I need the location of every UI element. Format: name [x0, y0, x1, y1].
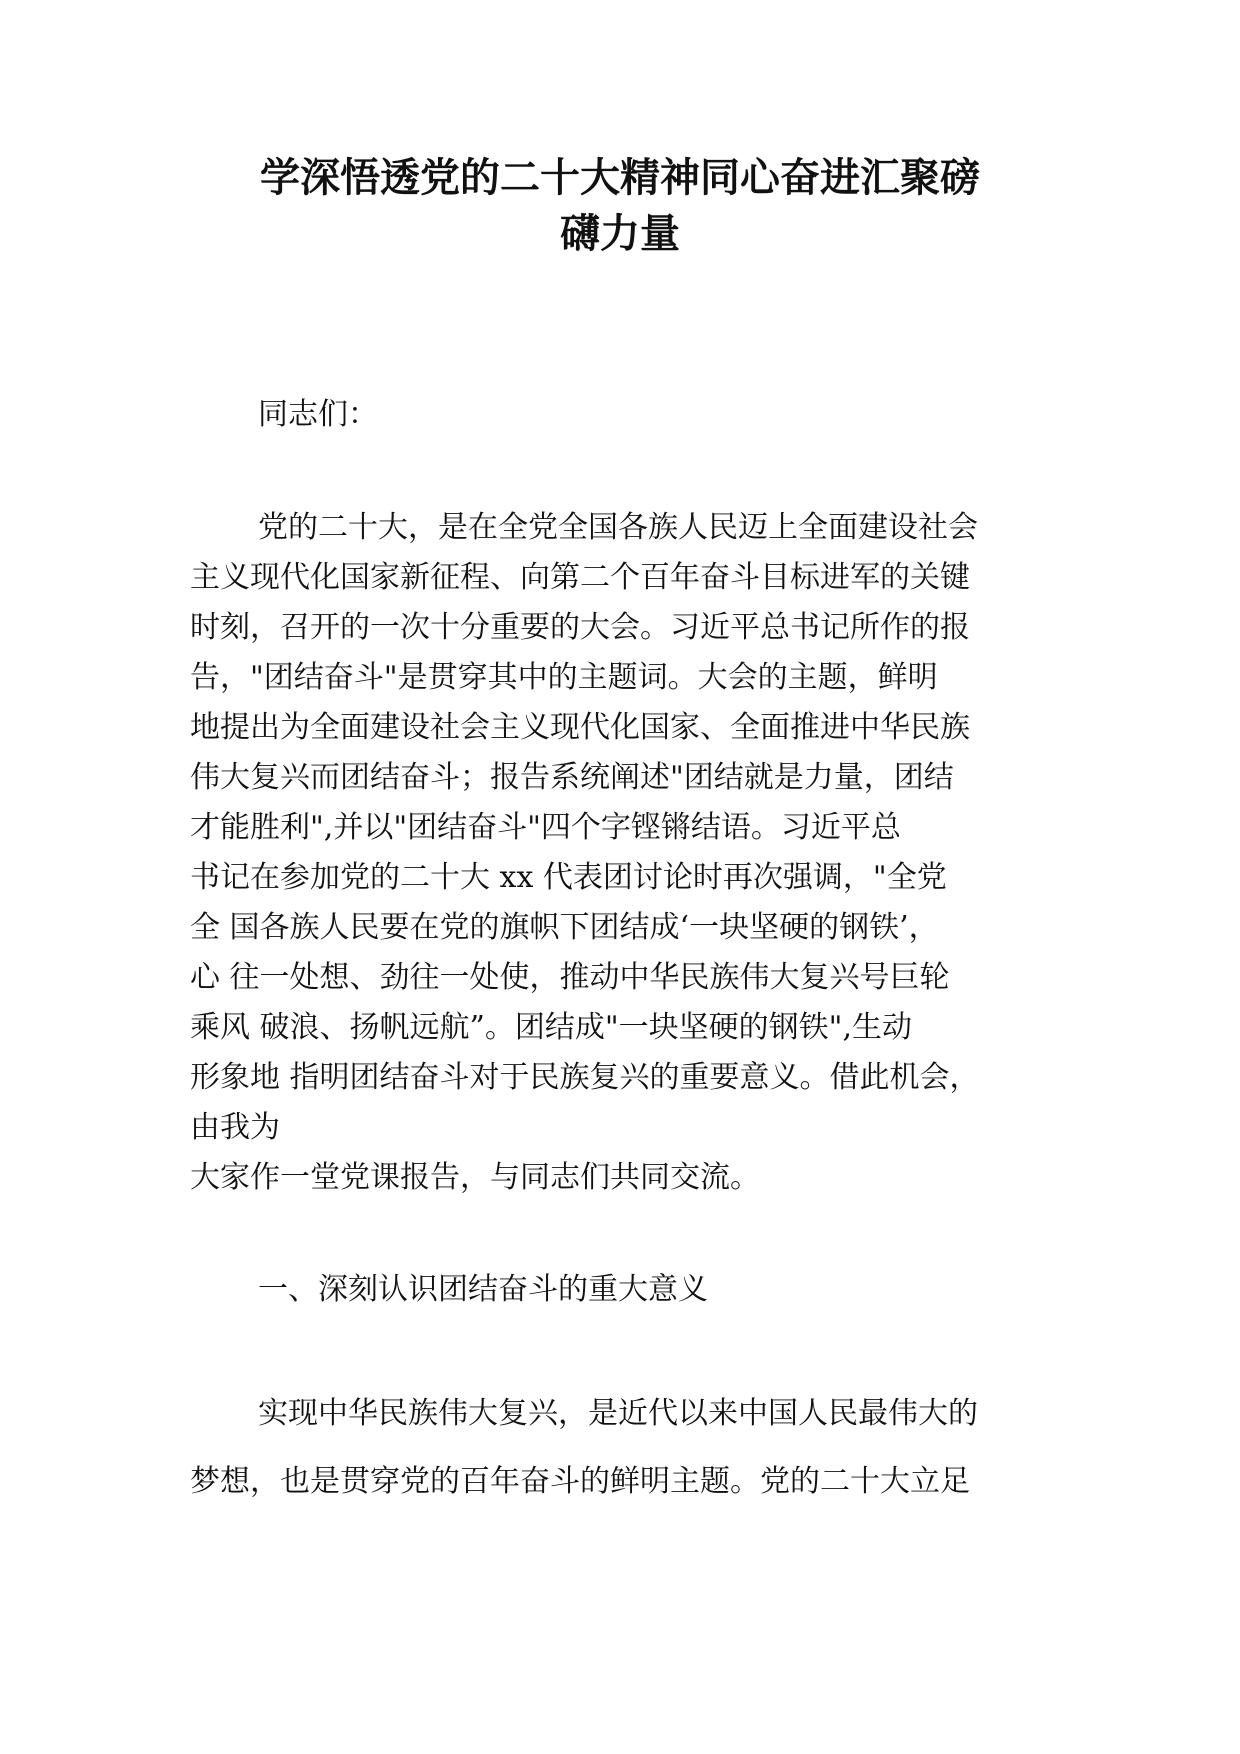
- paragraph-line: 心 往一处想、劲往一处使，推动中华民族伟大复兴号巨轮: [190, 960, 950, 995]
- paragraph-line: 全 国各族人民要在党的旗帜下团结成‘一块坚硬的钢铁’，: [190, 910, 939, 945]
- title-line-1: 学深悟透党的二十大精神同心奋进汇聚磅: [260, 155, 980, 201]
- paragraph-2: [190, 1380, 1070, 1516]
- title-line-2: 礴力量: [560, 211, 680, 257]
- paragraph-line: 大家作一堂党课报告，与同志们共同交流。: [190, 1160, 760, 1195]
- paragraph-line: 书记在参加党的二十大 xx 代表团讨论时再次强调，"全党: [190, 860, 947, 895]
- paragraph-line: 地提出为全面建设社会主义现代化国家、全面推进中华民族: [190, 710, 970, 745]
- paragraph-line: 形象地 指明团结奋斗对于民族复兴的重要意义。借此机会，: [190, 1060, 980, 1095]
- paragraph-line: 梦想，也是贯穿党的百年奋斗的鲜明主题。党的二十大立足: [190, 1464, 970, 1499]
- paragraph-line: 才能胜利",并以"团结奋斗"四个字铿锵结语。习近平总: [190, 810, 901, 845]
- paragraph-line: 告，"团结奋斗"是贯穿其中的主题词。大会的主题，鲜明: [190, 660, 938, 695]
- paragraph-line: 党的二十大，是在全党全国各族人民迈上全面建设社会: [258, 510, 978, 545]
- greeting: 同志们：: [258, 397, 378, 432]
- paragraph-1: [190, 503, 1070, 1203]
- paragraph-line: 主义现代化国家新征程、向第二个百年奋斗目标进军的关键: [190, 560, 970, 595]
- paragraph-line: 乘风 破浪、扬帆远航”。团结成"一块坚硬的钢铁",生动: [190, 1010, 913, 1045]
- document-title: [150, 150, 1090, 262]
- section-heading-1: 一、深刻认识团结奋斗的重大意义: [258, 1272, 708, 1307]
- paragraph-line: 实现中华民族伟大复兴，是近代以来中国人民最伟大的: [258, 1396, 978, 1431]
- paragraph-line: 由我为: [190, 1110, 280, 1145]
- paragraph-line: 伟大复兴而团结奋斗；报告系统阐述"团结就是力量，团结: [190, 760, 954, 795]
- paragraph-line: 时刻，召开的一次十分重要的大会。习近平总书记所作的报: [190, 610, 970, 645]
